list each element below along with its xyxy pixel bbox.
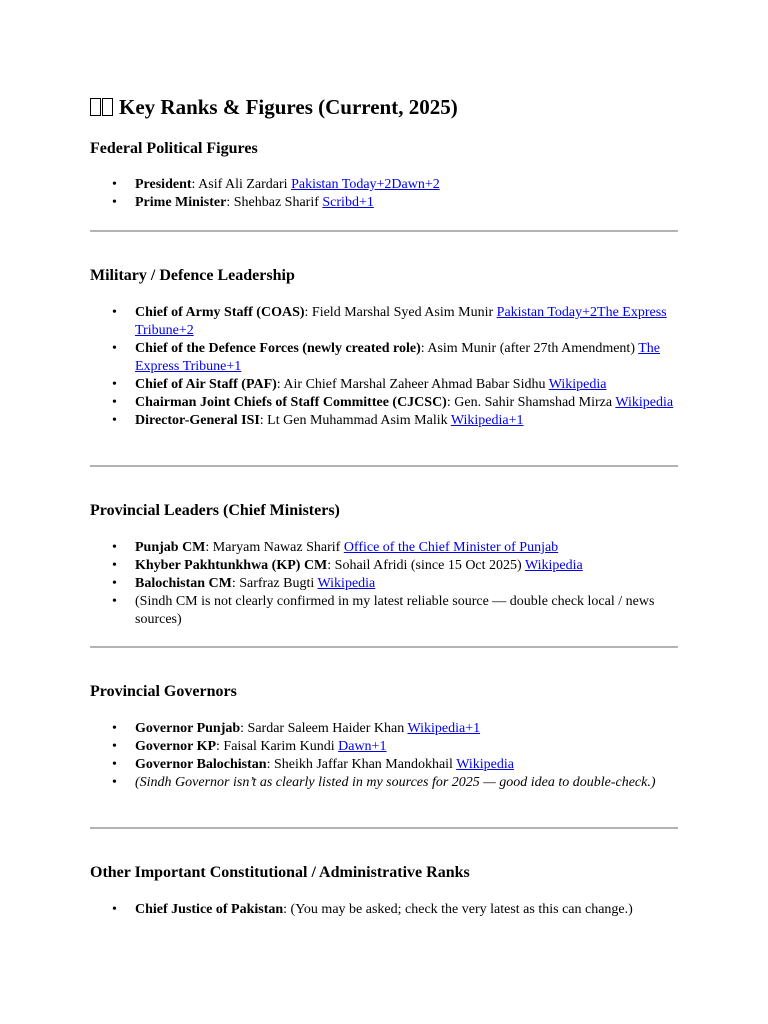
section-chief-ministers	[90, 501, 680, 627]
bullet-icon: •	[112, 576, 117, 591]
source-link[interactable]: Scribd+1	[322, 195, 374, 210]
source-link[interactable]: Pakistan Today+2Dawn+2	[291, 177, 440, 192]
list-item	[90, 539, 680, 557]
bullet-icon: •	[112, 739, 117, 754]
item-label: Director-General ISI	[135, 413, 260, 428]
bullet-icon: •	[112, 902, 117, 917]
item-note: (Sindh Governor isn’t as clearly listed in my sources for 2025 — good idea to double-check.)	[135, 775, 656, 790]
bullet-icon: •	[112, 558, 117, 573]
item-label: Governor Punjab	[135, 721, 241, 736]
item-text: : (You may be asked; check the very latest as this can change.)	[283, 902, 633, 917]
item-text: : Gen. Sahir Shamshad Mirza	[446, 395, 616, 410]
missing-glyph-icon	[102, 98, 113, 116]
item-label: Governor Balochistan	[135, 757, 267, 772]
item-text: : Sohail Afridi (since 15 Oct 2025)	[327, 558, 525, 573]
item-label: Chief of the Defence Forces (newly created role)	[135, 341, 421, 356]
section-governors	[90, 682, 680, 790]
source-link[interactable]: Pakistan Today+2The Express Tribune+2	[135, 305, 667, 338]
source-link[interactable]: Wikipedia	[317, 576, 376, 591]
section-other-ranks	[90, 863, 680, 917]
bullet-icon: •	[112, 305, 117, 320]
list-item	[90, 304, 680, 340]
section-divider	[90, 230, 678, 232]
list-item	[90, 194, 680, 212]
item-text: : Sardar Saleem Haider Khan	[240, 721, 408, 736]
item-text: : Field Marshal Syed Asim Munir	[304, 305, 497, 320]
section-list	[90, 304, 680, 430]
source-link[interactable]: Office of the Chief Minister of Punjab	[343, 540, 559, 555]
document-title-text: Key Ranks & Figures (Current, 2025)	[119, 95, 458, 119]
item-label: Balochistan CM	[135, 576, 232, 591]
list-item	[90, 557, 680, 575]
list-item	[90, 774, 680, 792]
section-divider	[90, 646, 678, 648]
item-text: : Maryam Nawaz Sharif	[205, 540, 344, 555]
bullet-icon: •	[112, 341, 117, 356]
list-item	[90, 176, 680, 194]
bullet-icon: •	[112, 395, 117, 410]
document-title	[90, 94, 458, 120]
item-label: Governor KP	[135, 739, 217, 754]
item-label: Chief of Army Staff (COAS)	[135, 305, 305, 320]
source-link[interactable]: Wikipedia	[615, 395, 674, 410]
missing-glyph-icon	[90, 98, 101, 116]
source-link[interactable]: Wikipedia	[524, 558, 583, 573]
bullet-icon: •	[112, 177, 117, 192]
bullet-icon: •	[112, 775, 117, 790]
bullet-icon: •	[112, 195, 117, 210]
section-list	[90, 176, 680, 212]
section-list	[90, 901, 680, 919]
list-item	[90, 593, 680, 629]
item-text: : Asif Ali Zardari	[191, 177, 292, 192]
item-label: Khyber Pakhtunkhwa (KP) CM	[135, 558, 328, 573]
bullet-icon: •	[112, 721, 117, 736]
bullet-icon: •	[112, 377, 117, 392]
list-item	[90, 756, 680, 774]
bullet-icon: •	[112, 540, 117, 555]
source-link[interactable]: Wikipedia+1	[450, 413, 524, 428]
section-heading: Federal Political Figures	[90, 140, 258, 157]
source-link[interactable]: The Express Tribune+1	[135, 341, 660, 374]
bullet-icon: •	[112, 757, 117, 772]
list-item	[90, 738, 680, 756]
section-federal	[90, 139, 680, 210]
source-link[interactable]: Wikipedia+1	[407, 721, 481, 736]
bullet-icon: •	[112, 594, 117, 609]
item-label: Chief Justice of Pakistan	[135, 902, 284, 917]
item-label: Punjab CM	[135, 540, 206, 555]
item-text: : Sheikh Jaffar Khan Mandokhail	[266, 757, 457, 772]
list-item	[90, 394, 680, 412]
section-heading: Provincial Governors	[90, 683, 237, 700]
item-text: : Shehbaz Sharif	[226, 195, 323, 210]
section-heading: Other Important Constitutional / Administrative Ranks	[90, 864, 470, 881]
item-text: : Air Chief Marshal Zaheer Ahmad Babar Sidhu	[276, 377, 549, 392]
section-divider	[90, 465, 678, 467]
bullet-icon: •	[112, 413, 117, 428]
list-item	[90, 901, 680, 919]
section-divider	[90, 827, 678, 829]
item-text: : Faisal Karim Kundi	[216, 739, 339, 754]
item-label: Chairman Joint Chiefs of Staff Committee (CJCSC)	[135, 395, 447, 410]
list-item	[90, 376, 680, 394]
item-label: Chief of Air Staff (PAF)	[135, 377, 277, 392]
source-link[interactable]: Dawn+1	[338, 739, 387, 754]
item-label: President	[135, 177, 192, 192]
source-link[interactable]: Wikipedia	[456, 757, 514, 772]
source-link[interactable]: Wikipedia	[548, 377, 607, 392]
list-item	[90, 720, 680, 738]
item-text: : Lt Gen Muhammad Asim Malik	[259, 413, 451, 428]
item-note: (Sindh CM is not clearly confirmed in my latest reliable source — double check local / news sources)	[135, 594, 655, 627]
section-heading: Provincial Leaders (Chief Ministers)	[90, 502, 340, 519]
list-item	[90, 412, 680, 430]
item-label: Prime Minister	[135, 195, 227, 210]
item-text: : Asim Munir (after 27th Amendment)	[420, 341, 639, 356]
list-item	[90, 575, 680, 593]
section-heading: Military / Defence Leadership	[90, 267, 295, 284]
section-military	[90, 266, 680, 428]
item-text: : Sarfraz Bugti	[231, 576, 318, 591]
section-list	[90, 720, 680, 792]
section-list	[90, 539, 680, 629]
list-item	[90, 340, 680, 376]
